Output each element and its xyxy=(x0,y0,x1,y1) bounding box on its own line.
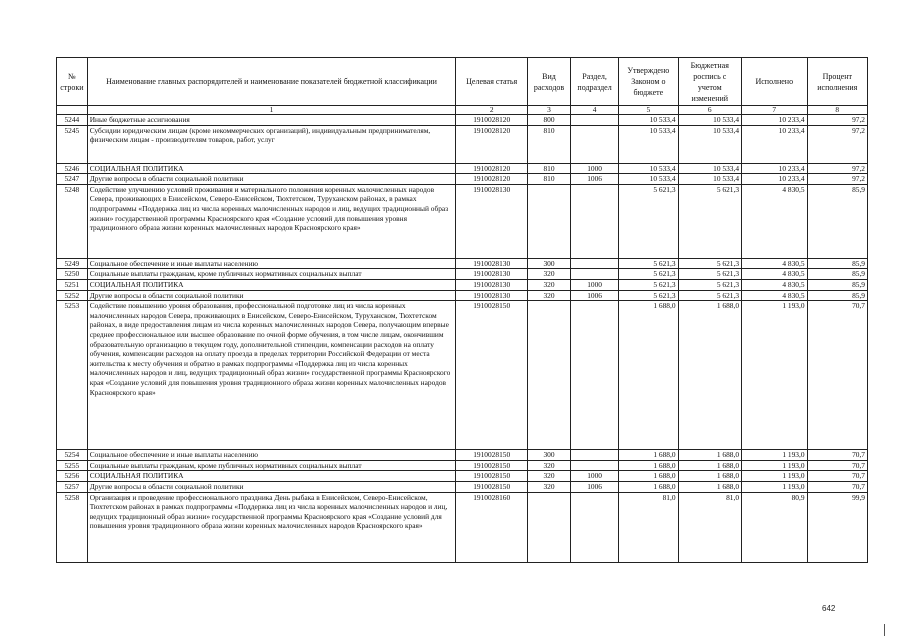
execution-percent: 70,7 xyxy=(807,460,867,471)
approved-amount: 1 688,0 xyxy=(619,301,678,450)
target-article: 1910028130 xyxy=(456,290,528,301)
header-row-no: № строки xyxy=(57,58,88,106)
execution-percent: 97,2 xyxy=(807,174,867,185)
section-code: 1006 xyxy=(571,290,619,301)
expense-kind: 810 xyxy=(528,163,571,174)
row-name: СОЦИАЛЬНАЯ ПОЛИТИКА xyxy=(87,163,456,174)
row-number: 5247 xyxy=(57,174,88,185)
table-row xyxy=(57,301,868,450)
execution-percent: 85,9 xyxy=(807,184,867,258)
executed-amount: 4 830,5 xyxy=(742,279,808,290)
table-row xyxy=(57,460,868,471)
row-number: 5248 xyxy=(57,184,88,258)
row-number: 5249 xyxy=(57,258,88,269)
row-number: 5252 xyxy=(57,290,88,301)
section-code xyxy=(571,301,619,450)
section-code: 1006 xyxy=(571,481,619,492)
target-article: 1910028150 xyxy=(456,460,528,471)
executed-amount: 10 233,4 xyxy=(742,115,808,126)
target-article: 1910028120 xyxy=(456,115,528,126)
budget-amount: 1 688,0 xyxy=(678,450,741,461)
col-number: 8 xyxy=(807,106,867,115)
row-name: СОЦИАЛЬНАЯ ПОЛИТИКА xyxy=(87,471,456,482)
row-name: Организация и проведение профессионального праздника День рыбака в Енисейском, Северо-Енисейском, Тюхтетском районах в рамках подпрограммы «Поддержка лиц из числа коренных малочисленных народов и лиц, ведущих традиционный образ жизни» государственной программы Красноярского края «Создание условий для повышения уровня традиционного образа жизни коренных малочисленных народов Красноярского края» xyxy=(87,492,456,562)
approved-amount: 5 621,3 xyxy=(619,279,678,290)
table-row xyxy=(57,492,868,562)
section-code: 1006 xyxy=(571,174,619,185)
header-target: Целевая статья xyxy=(456,58,528,106)
approved-amount: 81,0 xyxy=(619,492,678,562)
budget-sheet xyxy=(56,57,868,563)
execution-percent: 85,9 xyxy=(807,269,867,280)
col-number: 3 xyxy=(528,106,571,115)
execution-percent: 85,9 xyxy=(807,279,867,290)
target-article: 1910028130 xyxy=(456,279,528,290)
col-number: 7 xyxy=(742,106,808,115)
header-percent: Процент исполнения xyxy=(807,58,867,106)
expense-kind: 810 xyxy=(528,125,571,163)
executed-amount: 4 830,5 xyxy=(742,269,808,280)
table-row xyxy=(57,269,868,280)
budget-amount: 5 621,3 xyxy=(678,184,741,258)
section-code xyxy=(571,125,619,163)
header-section: Раздел, подраздел xyxy=(571,58,619,106)
budget-amount: 1 688,0 xyxy=(678,471,741,482)
executed-amount: 80,9 xyxy=(742,492,808,562)
budget-amount: 5 621,3 xyxy=(678,279,741,290)
col-number: 4 xyxy=(571,106,619,115)
approved-amount: 10 533,4 xyxy=(619,115,678,126)
expense-kind: 320 xyxy=(528,481,571,492)
approved-amount: 5 621,3 xyxy=(619,290,678,301)
col-number: 1 xyxy=(87,106,456,115)
row-number: 5245 xyxy=(57,125,88,163)
execution-percent: 85,9 xyxy=(807,290,867,301)
expense-kind xyxy=(528,184,571,258)
section-code xyxy=(571,115,619,126)
executed-amount: 10 233,4 xyxy=(742,125,808,163)
table-row xyxy=(57,174,868,185)
expense-kind: 810 xyxy=(528,174,571,185)
budget-table xyxy=(56,57,868,563)
target-article: 1910028120 xyxy=(456,163,528,174)
section-code xyxy=(571,450,619,461)
row-number: 5256 xyxy=(57,471,88,482)
target-article: 1910028150 xyxy=(456,450,528,461)
approved-amount: 5 621,3 xyxy=(619,269,678,280)
row-number: 5255 xyxy=(57,460,88,471)
executed-amount: 4 830,5 xyxy=(742,184,808,258)
expense-kind: 320 xyxy=(528,279,571,290)
header-name: Наименование главных распорядителей и наименование показателей бюджетной классификации xyxy=(87,58,456,106)
table-row xyxy=(57,481,868,492)
budget-amount: 5 621,3 xyxy=(678,269,741,280)
approved-amount: 1 688,0 xyxy=(619,460,678,471)
section-code: 1000 xyxy=(571,163,619,174)
approved-amount: 10 533,4 xyxy=(619,174,678,185)
expense-kind: 300 xyxy=(528,450,571,461)
col-number: 2 xyxy=(456,106,528,115)
row-number: 5250 xyxy=(57,269,88,280)
section-code xyxy=(571,269,619,280)
table-row xyxy=(57,258,868,269)
table-row xyxy=(57,290,868,301)
column-number-row xyxy=(57,106,868,115)
row-name: Социальные выплаты гражданам, кроме публичных нормативных социальных выплат xyxy=(87,269,456,280)
approved-amount: 5 621,3 xyxy=(619,258,678,269)
approved-amount: 5 621,3 xyxy=(619,184,678,258)
col-number xyxy=(57,106,88,115)
executed-amount: 1 193,0 xyxy=(742,471,808,482)
row-name: Другие вопросы в области социальной политики xyxy=(87,174,456,185)
execution-percent: 70,7 xyxy=(807,450,867,461)
row-number: 5254 xyxy=(57,450,88,461)
table-header-row xyxy=(57,58,868,106)
target-article: 1910028150 xyxy=(456,481,528,492)
execution-percent: 70,7 xyxy=(807,471,867,482)
row-number: 5253 xyxy=(57,301,88,450)
row-number: 5257 xyxy=(57,481,88,492)
executed-amount: 1 193,0 xyxy=(742,460,808,471)
approved-amount: 10 533,4 xyxy=(619,163,678,174)
expense-kind: 300 xyxy=(528,258,571,269)
expense-kind xyxy=(528,492,571,562)
approved-amount: 1 688,0 xyxy=(619,481,678,492)
expense-kind: 320 xyxy=(528,460,571,471)
header-kind: Вид расходов xyxy=(528,58,571,106)
target-article: 1910028150 xyxy=(456,471,528,482)
target-article: 1910028160 xyxy=(456,492,528,562)
execution-percent: 97,2 xyxy=(807,163,867,174)
target-article: 1910028150 xyxy=(456,301,528,450)
approved-amount: 1 688,0 xyxy=(619,450,678,461)
header-executed: Исполнено xyxy=(742,58,808,106)
row-name: Другие вопросы в области социальной политики xyxy=(87,290,456,301)
execution-percent: 97,2 xyxy=(807,115,867,126)
row-name: Содействие улучшению условий проживания и материального положения коренных малочисленных народов Севера, проживающих в Енисейском, Северо-Енисейском, Тюхтетском, Туруханском районах, в рамках подпрограммы «Поддержка лиц из числа коренных малочисленных народов и лиц, ведущих традиционный образ жизни» государственной программы Красноярского края «Создание условий для повышения уровня традиционного образа жизни коренных малочисленных народов Красноярского края» xyxy=(87,184,456,258)
row-name: Другие вопросы в области социальной политики xyxy=(87,481,456,492)
table-row xyxy=(57,471,868,482)
target-article: 1910028120 xyxy=(456,125,528,163)
execution-percent: 85,9 xyxy=(807,258,867,269)
table-row xyxy=(57,184,868,258)
row-name: Иные бюджетные ассигнования xyxy=(87,115,456,126)
scan-mark xyxy=(884,624,885,636)
section-code xyxy=(571,460,619,471)
budget-amount: 1 688,0 xyxy=(678,460,741,471)
row-number: 5251 xyxy=(57,279,88,290)
budget-amount: 10 533,4 xyxy=(678,125,741,163)
expense-kind: 320 xyxy=(528,471,571,482)
section-code xyxy=(571,258,619,269)
target-article: 1910028120 xyxy=(456,174,528,185)
col-number: 5 xyxy=(619,106,678,115)
table-row xyxy=(57,163,868,174)
execution-percent: 97,2 xyxy=(807,125,867,163)
table-row xyxy=(57,450,868,461)
budget-amount: 10 533,4 xyxy=(678,163,741,174)
executed-amount: 1 193,0 xyxy=(742,301,808,450)
executed-amount: 1 193,0 xyxy=(742,481,808,492)
budget-amount: 1 688,0 xyxy=(678,481,741,492)
section-code: 1000 xyxy=(571,471,619,482)
expense-kind: 800 xyxy=(528,115,571,126)
execution-percent: 99,9 xyxy=(807,492,867,562)
executed-amount: 4 830,5 xyxy=(742,290,808,301)
target-article: 1910028130 xyxy=(456,258,528,269)
header-budget: Бюджетная роспись с учетом изменений xyxy=(678,58,741,106)
approved-amount: 1 688,0 xyxy=(619,471,678,482)
executed-amount: 10 233,4 xyxy=(742,174,808,185)
budget-amount: 5 621,3 xyxy=(678,290,741,301)
row-name: Социальное обеспечение и иные выплаты населению xyxy=(87,258,456,269)
table-row xyxy=(57,279,868,290)
executed-amount: 4 830,5 xyxy=(742,258,808,269)
expense-kind: 320 xyxy=(528,290,571,301)
row-number: 5246 xyxy=(57,163,88,174)
execution-percent: 70,7 xyxy=(807,301,867,450)
row-number: 5244 xyxy=(57,115,88,126)
section-code xyxy=(571,492,619,562)
target-article: 1910028130 xyxy=(456,269,528,280)
expense-kind: 320 xyxy=(528,269,571,280)
budget-amount: 10 533,4 xyxy=(678,174,741,185)
execution-percent: 70,7 xyxy=(807,481,867,492)
table-row xyxy=(57,115,868,126)
row-name: Содействие повышению уровня образования, профессиональной подготовке лиц из числа коренных малочисленных народов Севера, проживающих в Енисейском, Северо-Енисейском, Туруханском, Тюхтетском районах, в виде предоставления лицам из числа коренных малочисленных народов Севера, получающим впервые среднее профессиональное или высшее образование по очной форме обучения, в том числе лицам, окончившим образовательную организацию в текущем году, дополнительной стипендии, компенсации расходов на оплату обучения, компенсации расходов на оплату проезда в пределах территории Российской Федерации от места жительства к месту обучения и обратно в рамках подпрограммы «Поддержка лиц из числа коренных малочисленных народов и лиц, ведущих традиционный образ жизни» государственной программы Красноярского края «Создание условий для повышения уровня традиционного образа жизни коренных малочисленных народов Красноярского края» xyxy=(87,301,456,450)
executed-amount: 1 193,0 xyxy=(742,450,808,461)
row-number: 5258 xyxy=(57,492,88,562)
target-article: 1910028130 xyxy=(456,184,528,258)
section-code: 1000 xyxy=(571,279,619,290)
budget-amount: 5 621,3 xyxy=(678,258,741,269)
budget-amount: 1 688,0 xyxy=(678,301,741,450)
approved-amount: 10 533,4 xyxy=(619,125,678,163)
section-code xyxy=(571,184,619,258)
budget-amount: 10 533,4 xyxy=(678,115,741,126)
table-row xyxy=(57,125,868,163)
page-number: 642 xyxy=(822,604,836,613)
row-name: Социальные выплаты гражданам, кроме публичных нормативных социальных выплат xyxy=(87,460,456,471)
budget-amount: 81,0 xyxy=(678,492,741,562)
header-approved: Утверждено Законом о бюджете xyxy=(619,58,678,106)
row-name: СОЦИАЛЬНАЯ ПОЛИТИКА xyxy=(87,279,456,290)
executed-amount: 10 233,4 xyxy=(742,163,808,174)
row-name: Социальное обеспечение и иные выплаты населению xyxy=(87,450,456,461)
expense-kind xyxy=(528,301,571,450)
col-number: 6 xyxy=(678,106,741,115)
row-name: Субсидии юридическим лицам (кроме некоммерческих организаций), индивидуальным предпринимателям, физическим лицам - производителям товаров, работ, услуг xyxy=(87,125,456,163)
